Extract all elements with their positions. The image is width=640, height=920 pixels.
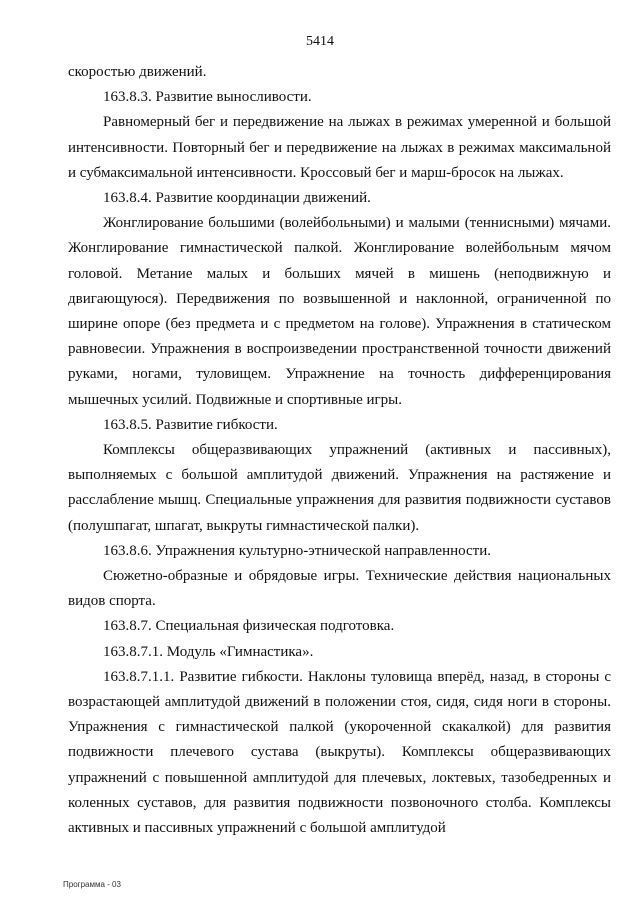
section-heading-endurance: 163.8.3. Развитие выносливости. [103, 89, 312, 106]
footer-label: Программа - 03 [63, 880, 121, 889]
section-heading-gymnastics-module: 163.8.7.1. Модуль «Гимнастика». [103, 643, 314, 660]
paragraph-endurance: Равномерный бег и передвижение на лыжах в режимах умеренной и большой интенсивности. Повторный бег и передвижение на лыжах в режимах максимальной и субмаксимальной интенсивности. Кроссовый бег и марш-бросок на лыжах. [68, 114, 611, 181]
section-heading-coordination: 163.8.4. Развитие координации движений. [103, 190, 371, 207]
page-number: 5414 [306, 34, 334, 49]
document-body [68, 60, 611, 841]
paragraph-continuation: скоростью движений. [68, 64, 207, 80]
section-heading-flexibility: 163.8.5. Развитие гибкости. [103, 416, 278, 433]
section-heading-ethnic: 163.8.6. Упражнения культурно-этнической направленности. [103, 542, 491, 559]
paragraph-gymnastics-flexibility: 163.8.7.1.1. Развитие гибкости. Наклоны туловища вперёд, назад, в стороны с возрастающей амплитудой движений в положении стоя, сидя, сидя ноги в стороны. Упражнения с гимнастической палкой (укороченной скакалкой) для развития подвижности плечевого сустава (выкруты). Комплексы общеразвивающих упражнений с повышенной амплитудой для плечевых, локтевых, тазобедренных и коленных суставов, для развития подвижности позвоночного столба. Комплексы активных и пассивных упражнений с большой амплитудой [68, 668, 611, 837]
paragraph-coordination: Жонглирование большими (волейбольными) и малыми (теннисными) мячами. Жонглирование гимнастической палкой. Жонглирование волейбольным мячом головой. Метание малых и больших мячей в мишень (неподвижную и двигающуюся). Передвижения по возвышенной и наклонной, ограниченной по ширине опоре (без предмета и с предметом на голове). Упражнения в статическом равновесии. Упражнения в воспроизведении пространственной точности движений руками, ногами, туловищем. Упражнение на точность дифференцирования мышечных усилий. Подвижные и спортивные игры. [68, 215, 611, 408]
section-heading-special-training: 163.8.7. Специальная физическая подготовка. [103, 618, 395, 635]
paragraph-flexibility: Комплексы общеразвивающих упражнений (активных и пассивных), выполняемых с большой амплитудой движений. Упражнения на растяжение и расслабление мышц. Специальные упражнения для развития подвижности суставов (полушпагат, шпагат, выкруты гимнастической палки). [68, 442, 611, 534]
paragraph-ethnic: Сюжетно-образные и обрядовые игры. Технические действия национальных видов спорта. [68, 568, 611, 610]
